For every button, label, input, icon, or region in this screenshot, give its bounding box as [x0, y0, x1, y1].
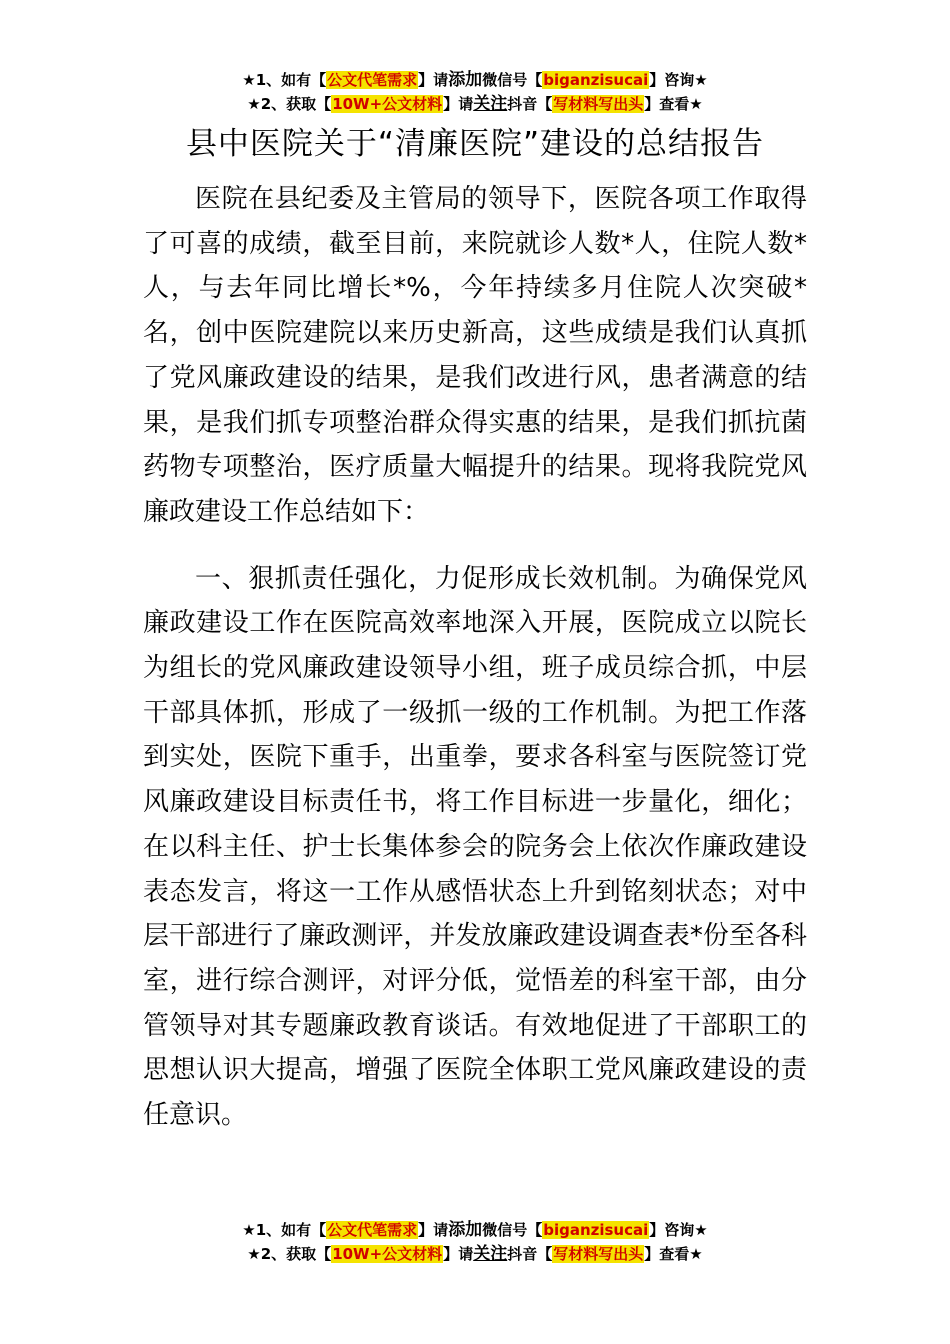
promo-banner-top: [0, 68, 950, 116]
highlight-tag: 公文代笔需求: [327, 1221, 418, 1239]
emphasis-text: 关注: [473, 94, 508, 114]
emphasis-text: 添加: [448, 1220, 483, 1240]
highlight-tag: 10W+公文材料: [332, 1245, 443, 1263]
promo-line-1: ★1、如有【公文代笔需求】请添加微信号【biganzisucai】咨询★: [242, 1220, 708, 1240]
emphasis-text: 添加: [448, 70, 483, 90]
document-body: [143, 177, 807, 1138]
promo-line-2: ★2、获取【10W+公文材料】请关注抖音【写材料写出头】查看★: [247, 1244, 703, 1264]
highlight-tag: 10W+公文材料: [332, 95, 443, 113]
douyin-id-tag: 写材料写出头: [553, 1245, 644, 1263]
promo-banner-bottom: [0, 1218, 950, 1266]
promo-line-1: ★1、如有【公文代笔需求】请添加微信号【biganzisucai】咨询★: [242, 70, 708, 90]
douyin-id-tag: 写材料写出头: [553, 95, 644, 113]
wechat-id-tag: biganzisucai: [543, 1221, 649, 1239]
paragraph-intro: 医院在县纪委及主管局的领导下，医院各项工作取得了可喜的成绩，截至目前，来院就诊人数*人，住院人数*人，与去年同比增长*%，今年持续多月住院人次突破*名，创中医院建院以来历史新高，这些成绩是我们认真抓了党风廉政建设的结果，是我们改进行风，患者满意的结果，是我们抓专项整治群众得实惠的结果，是我们抓抗菌药物专项整治，医疗质量大幅提升的结果。现将我院党风廉政建设工作总结如下：: [143, 184, 807, 527]
paragraph-section-1: 一、狠抓责任强化，力促形成长效机制。为确保党风廉政建设工作在医院高效率地深入开展，医院成立以院长为组长的党风廉政建设领导小组，班子成员综合抓，中层干部具体抓，形成了一级抓一级的工作机制。为把工作落到实处，医院下重手，出重拳，要求各科室与医院签订党风廉政建设目标责任书，将工作目标进一步量化，细化；在以科主任、护士长集体参会的院务会上依次作廉政建设表态发言，将这一工作从感悟状态上升到铭刻状态；对中层干部进行了廉政测评，并发放廉政建设调查表*份至各科室，进行综合测评，对评分低，觉悟差的科室干部，由分管领导对其专题廉政教育谈话。有效地促进了干部职工的思想认识大提高，增强了医院全体职工党风廉政建设的责任意识。: [143, 563, 807, 1131]
emphasis-text: 关注: [473, 1244, 508, 1264]
wechat-id-tag: biganzisucai: [543, 71, 649, 89]
document-title: 县中医院关于“清廉医院”建设的总结报告: [185, 126, 765, 162]
promo-line-2: ★2、获取【10W+公文材料】请关注抖音【写材料写出头】查看★: [247, 94, 703, 114]
highlight-tag: 公文代笔需求: [327, 71, 418, 89]
